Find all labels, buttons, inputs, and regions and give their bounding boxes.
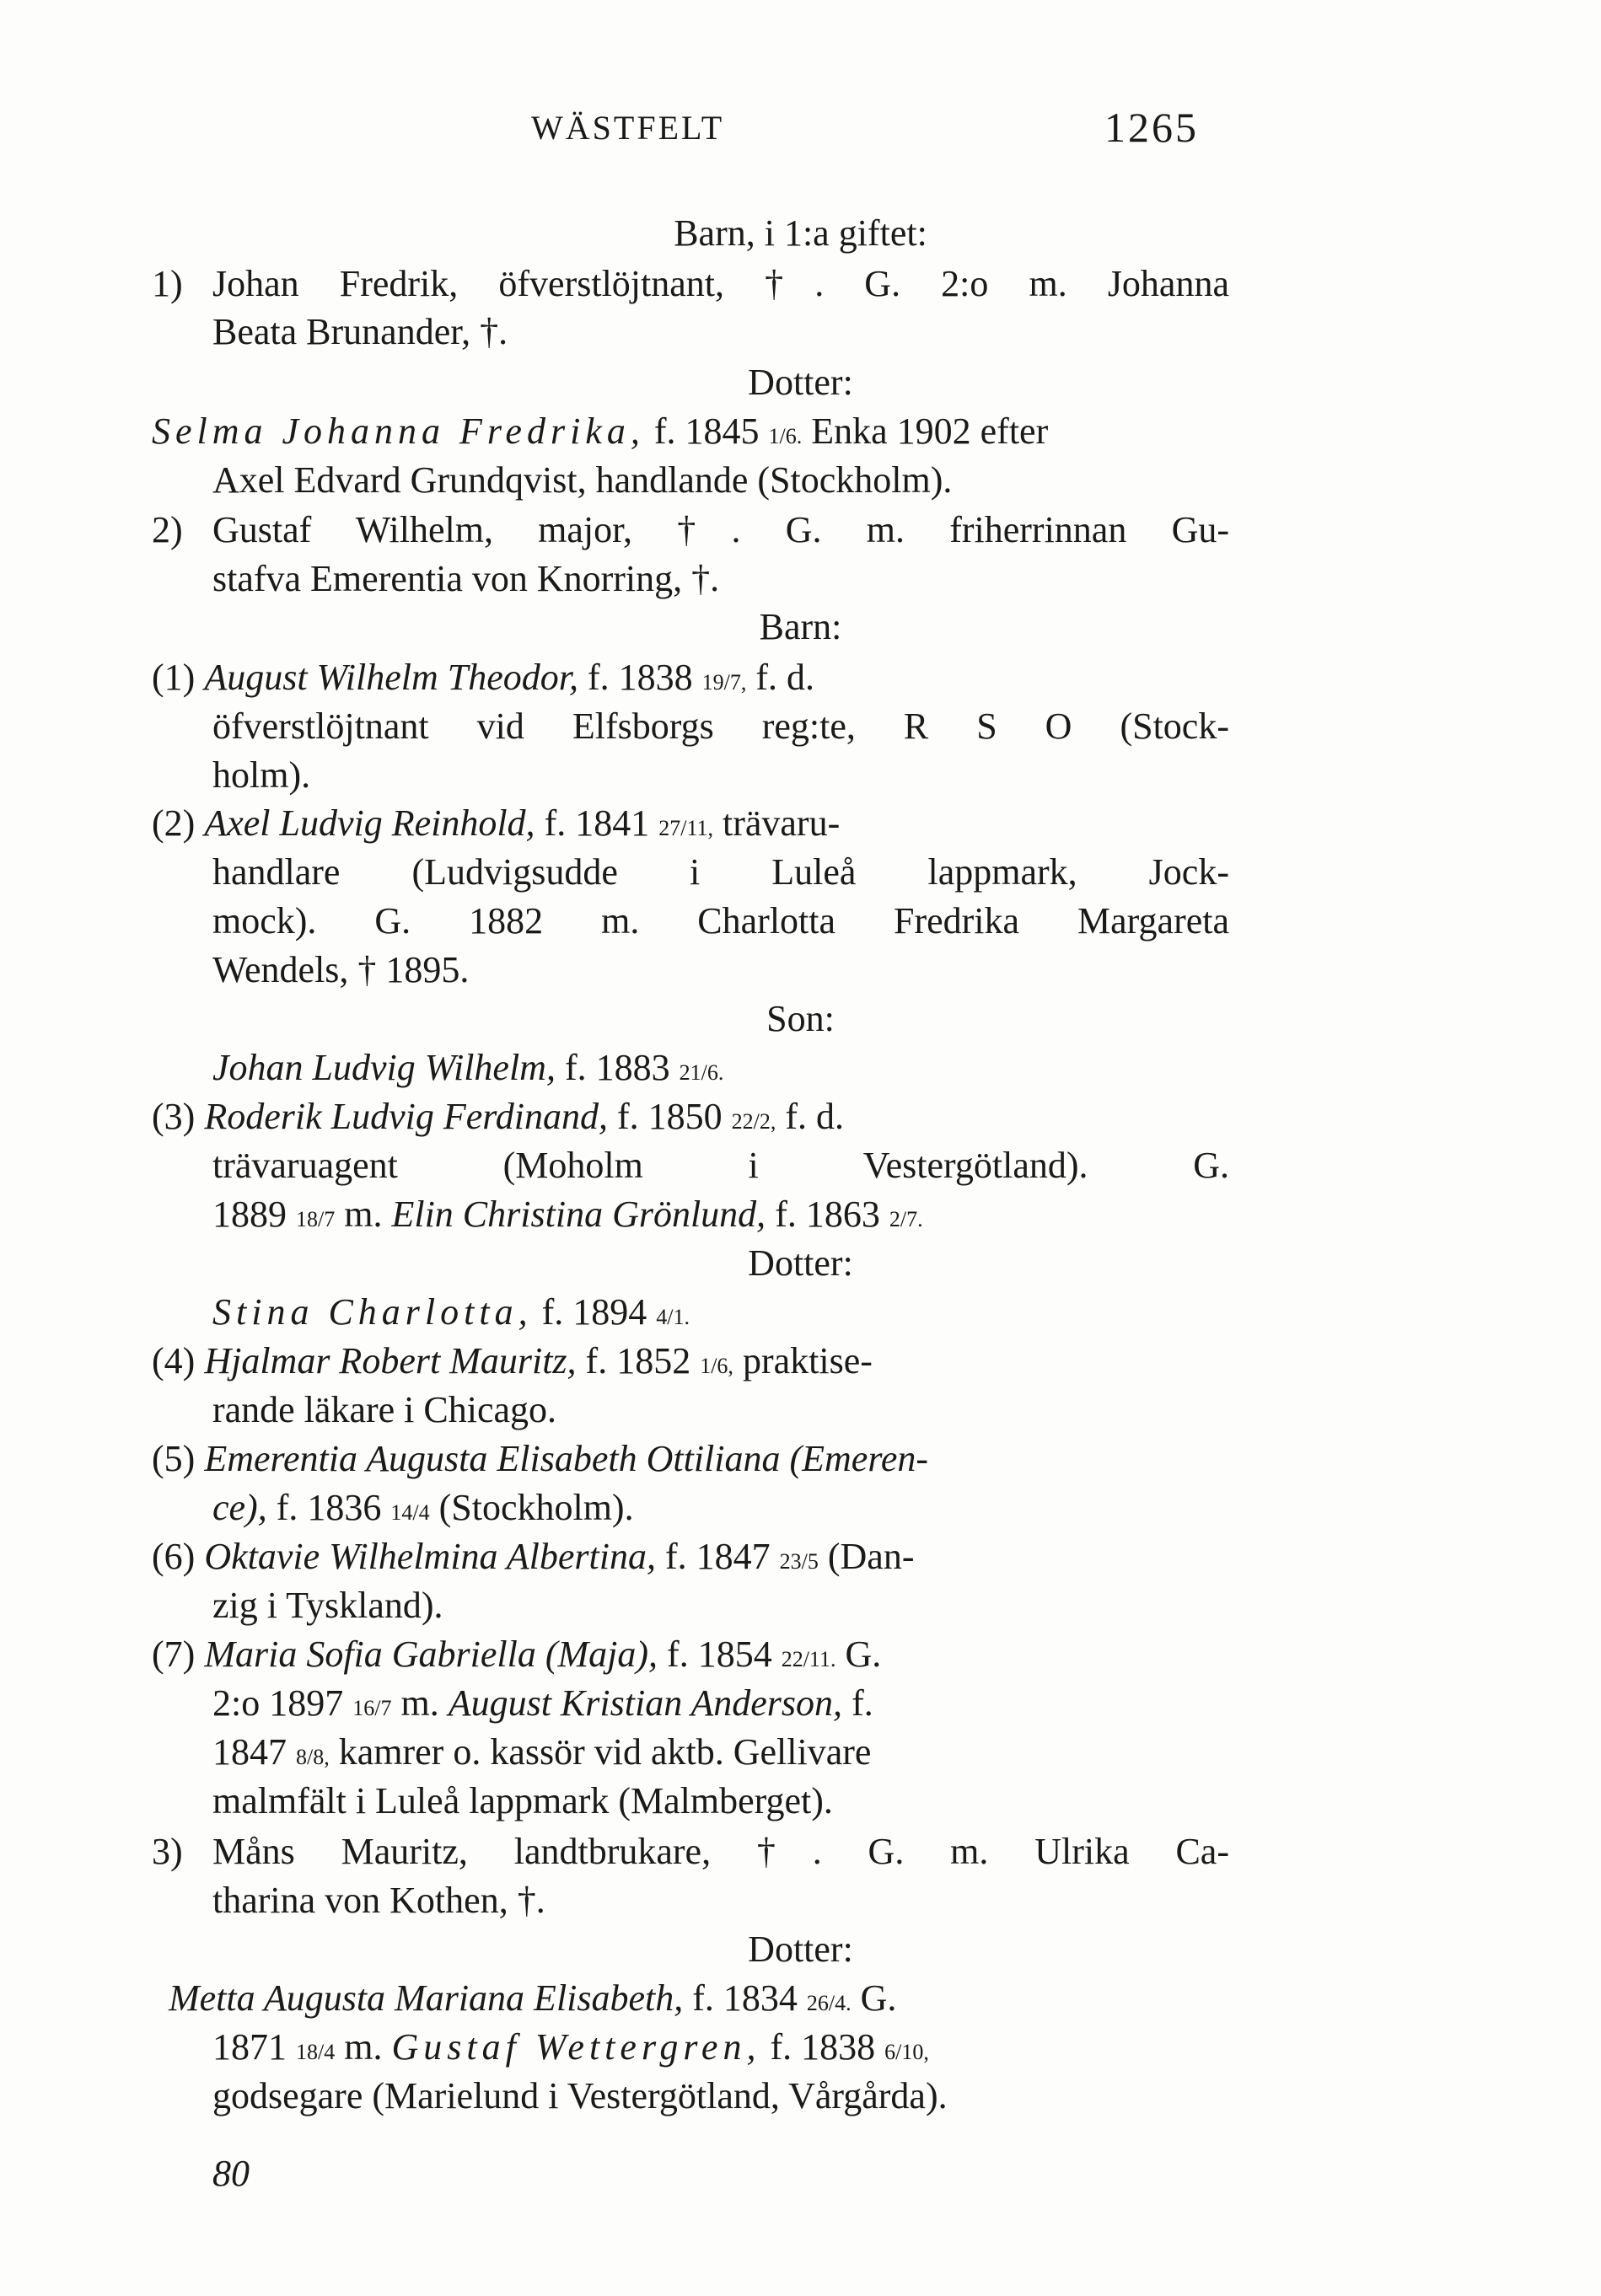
entry-line: stafva Emerentia von Knorring, †. bbox=[212, 558, 720, 599]
entry-text: f. d. bbox=[785, 1096, 844, 1137]
entry-text: f. 1883 bbox=[564, 1047, 670, 1088]
entry-line: öfverstlöjtnant vid Elfsborgs reg:te, R S O (Stock- bbox=[212, 705, 1229, 747]
entry-text: f. 1854 bbox=[667, 1633, 772, 1675]
subheading: Dotter: bbox=[748, 1242, 853, 1284]
person-name: August Wilhelm Theodor, bbox=[204, 657, 578, 698]
entry-line: zig i Tyskland). bbox=[212, 1585, 443, 1626]
entry-text: G. bbox=[845, 1633, 882, 1675]
entry-line bbox=[212, 1291, 690, 1333]
date-fraction: 23/5 bbox=[779, 1549, 819, 1574]
entry-line bbox=[152, 263, 1229, 304]
entry-number: (7) bbox=[152, 1633, 196, 1675]
entry-number: (3) bbox=[152, 1096, 196, 1137]
subheading: Son: bbox=[766, 998, 835, 1039]
entry-text: 2:o 1897 bbox=[212, 1682, 344, 1724]
date-fraction: 18/7 bbox=[296, 1207, 336, 1231]
entry-line bbox=[152, 1538, 914, 1575]
running-title: WÄSTFELT bbox=[531, 109, 725, 147]
entry-text: f. bbox=[852, 1682, 873, 1724]
subheading: Barn: bbox=[759, 606, 842, 647]
entry-text: kamrer o. kassör vid aktb. Gellivare bbox=[338, 1731, 872, 1773]
person-name: Gustaf Wettergren, bbox=[391, 2026, 761, 2068]
entry-text: (Dan- bbox=[827, 1536, 915, 1577]
entry-line bbox=[212, 1682, 873, 1724]
section-heading: Barn, i 1:a giftet: bbox=[674, 212, 927, 254]
person-name: Stina Charlotta, bbox=[212, 1291, 533, 1333]
entry-text: f. 1894 bbox=[541, 1291, 647, 1333]
entry-line: Axel Edvard Grundqvist, handlande (Stockholm). bbox=[212, 459, 953, 501]
entry-line: tharina von Kothen, †. bbox=[212, 1880, 545, 1921]
date-fraction: 8/8, bbox=[296, 1745, 330, 1769]
entry-line bbox=[169, 1977, 897, 2019]
entry-line: Wendels, † 1895. bbox=[212, 949, 470, 990]
page-number: 1265 bbox=[1104, 104, 1199, 151]
date-fraction: 21/6. bbox=[679, 1060, 724, 1085]
entry-text: 1847 bbox=[212, 1731, 287, 1773]
entry-line: holm). bbox=[212, 754, 311, 796]
entry-line: mock). G. 1882 m. Charlotta Fredrika Margareta bbox=[212, 900, 1229, 941]
entry-text: f. 1852 bbox=[585, 1340, 691, 1381]
entry-line bbox=[212, 1196, 923, 1233]
entry-line bbox=[152, 802, 841, 844]
entry-number: (4) bbox=[152, 1340, 196, 1381]
person-name: ce), bbox=[212, 1487, 267, 1528]
entry-number: (2) bbox=[152, 802, 196, 844]
entry-line bbox=[152, 1340, 873, 1381]
subheading: Dotter: bbox=[748, 1929, 853, 1970]
entry-number: 2) bbox=[152, 509, 183, 550]
entry-line: trävaruagent (Moholm i Vestergötland). G. bbox=[212, 1145, 1229, 1186]
entry-text: 1889 bbox=[212, 1194, 287, 1235]
person-name: Hjalmar Robert Mauritz, bbox=[204, 1340, 577, 1381]
entry-number: 3) bbox=[152, 1831, 183, 1872]
person-name: Axel Ludvig Reinhold, bbox=[204, 802, 535, 844]
entry-number: (1) bbox=[152, 657, 196, 698]
entry-text: f. 1838 bbox=[588, 657, 693, 698]
entry-text: Gustaf Wilhelm, major, †. G. m. friherrinnan Gu- bbox=[212, 509, 1229, 550]
person-name: Metta Augusta Mariana Elisabeth, bbox=[169, 1977, 684, 2019]
entry-number: (6) bbox=[152, 1536, 196, 1577]
entry-line bbox=[152, 509, 1229, 550]
date-fraction: 1/6. bbox=[768, 424, 803, 448]
date-fraction: 18/4 bbox=[296, 2040, 336, 2064]
entry-text: m. bbox=[344, 2026, 383, 2068]
entry-line bbox=[152, 410, 1049, 452]
entry-text: f. 1863 bbox=[775, 1194, 880, 1235]
entry-text: 1871 bbox=[212, 2026, 287, 2068]
date-fraction: 4/1. bbox=[656, 1305, 690, 1329]
entry-line: godsegare (Marielund i Vestergötland, Vårgårda). bbox=[212, 2075, 948, 2116]
entry-line: malmfält i Luleå lappmark (Malmberget). bbox=[212, 1780, 833, 1821]
entry-line bbox=[212, 1489, 634, 1526]
person-name: Emerentia Augusta Elisabeth Ottiliana (Emeren- bbox=[204, 1438, 928, 1479]
entry-text: m. bbox=[400, 1682, 439, 1724]
entry-line bbox=[212, 1049, 723, 1086]
entry-text: f. d. bbox=[755, 657, 815, 698]
person-name: August Kristian Anderson, bbox=[448, 1682, 843, 1724]
entry-number: (5) bbox=[152, 1438, 196, 1479]
signature-mark: 80 bbox=[212, 2153, 250, 2194]
date-fraction: 16/7 bbox=[352, 1696, 392, 1720]
date-fraction: 1/6, bbox=[700, 1354, 733, 1378]
entry-text: m. bbox=[344, 1194, 383, 1235]
entry-text: f. 1838 bbox=[770, 2026, 876, 2068]
entry-text: f. 1836 bbox=[276, 1487, 382, 1528]
entry-text: G. bbox=[860, 1977, 897, 2019]
entry-text: praktise- bbox=[742, 1340, 873, 1381]
entry-text: Johan Fredrik, öfverstlöjtnant, †. G. 2:o m. Johanna bbox=[212, 263, 1229, 304]
person-name: Oktavie Wilhelmina Albertina, bbox=[204, 1536, 656, 1577]
date-fraction: 14/4 bbox=[390, 1500, 430, 1525]
entry-line bbox=[152, 659, 814, 696]
person-name: Johan Ludvig Wilhelm, bbox=[212, 1047, 556, 1088]
date-fraction: 19/7, bbox=[701, 670, 747, 695]
date-fraction: 6/10, bbox=[884, 2040, 929, 2064]
entry-line bbox=[152, 1098, 844, 1135]
entry-text: f. 1850 bbox=[616, 1096, 723, 1137]
entry-text: f. 1845 bbox=[653, 410, 760, 452]
date-fraction: 27/11, bbox=[658, 816, 713, 840]
entry-text: Måns Mauritz, landtbrukare, †. G. m. Ulrika Ca- bbox=[212, 1831, 1229, 1872]
entry-line bbox=[152, 1833, 1229, 1870]
entry-line: rande läkare i Chicago. bbox=[212, 1389, 557, 1430]
entry-line bbox=[152, 1440, 928, 1478]
date-fraction: 2/7. bbox=[889, 1207, 923, 1231]
entry-line bbox=[152, 1633, 882, 1675]
entry-text: trävaru- bbox=[722, 802, 841, 844]
date-fraction: 22/11. bbox=[781, 1647, 836, 1671]
date-fraction: 22/2, bbox=[731, 1109, 776, 1134]
date-fraction: 26/4. bbox=[806, 1991, 852, 2015]
person-name: Maria Sofia Gabriella (Maja), bbox=[204, 1633, 658, 1675]
entry-line: handlare (Ludvigsudde i Luleå lappmark, Jock- bbox=[212, 851, 1229, 893]
entry-line bbox=[212, 1731, 872, 1773]
entry-text: (Stockholm). bbox=[438, 1487, 634, 1528]
entry-text: f. 1834 bbox=[692, 1977, 798, 2019]
subheading: Dotter: bbox=[748, 362, 853, 403]
entry-text: Enka 1902 efter bbox=[811, 410, 1049, 452]
entry-number: 1) bbox=[152, 263, 183, 304]
entry-text: f. 1841 bbox=[544, 802, 650, 844]
entry-text: f. 1847 bbox=[664, 1536, 771, 1577]
person-name: Roderik Ludvig Ferdinand, bbox=[204, 1096, 608, 1137]
person-name: Selma Johanna Fredrika, bbox=[152, 410, 645, 452]
entry-line: Beata Brunander, †. bbox=[212, 311, 508, 352]
person-name: Elin Christina Grönlund, bbox=[391, 1194, 766, 1235]
entry-line bbox=[212, 2026, 929, 2068]
